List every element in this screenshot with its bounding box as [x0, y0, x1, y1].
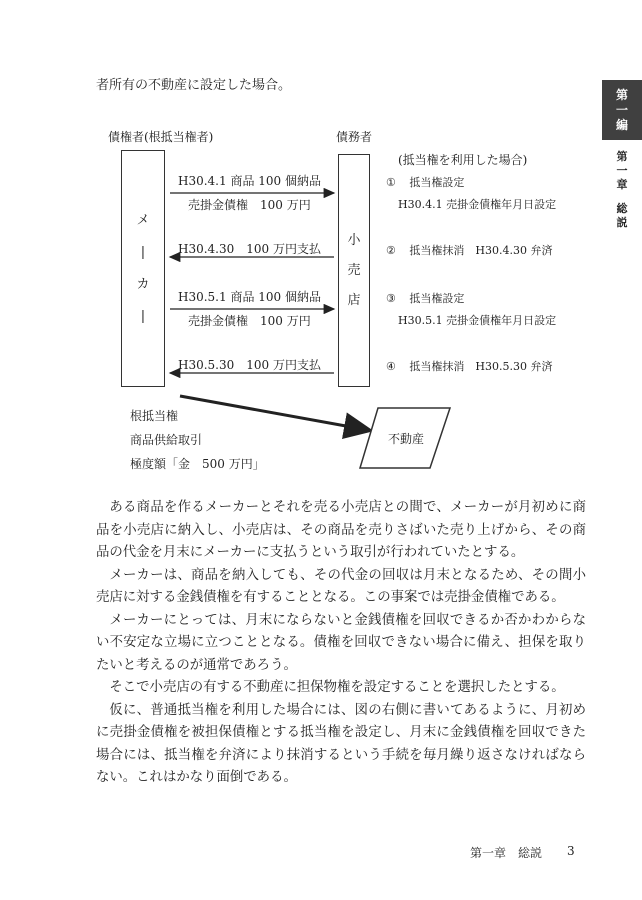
arrow-1-line1: H30.4.1 商品 100 個納品: [178, 174, 321, 188]
part-tab-char: 一: [615, 102, 628, 117]
paragraph: メーカーは、商品を納入しても、その代金の回収は月末となるため、その間小売店に対する金銭債権を有することとなる。この事案では売掛金債権である。: [96, 567, 586, 605]
step-number: ④: [386, 360, 396, 373]
step-text: 抵当権抹消 H30.5.30 弁済: [409, 360, 553, 373]
nemortgage-line: 極度額「金 500 万円」: [130, 457, 265, 471]
arrow-3-line1: H30.5.1 商品 100 個納品: [178, 290, 321, 304]
nemortgage-block: [130, 404, 265, 476]
maker-char: |: [140, 244, 146, 260]
paragraph: ある商品を作るメーカーとそれを売る小売店との間で、メーカーが月初めに商品を小売店に納入し、小売店は、その商品を売りさばいた売り上げから、その商品の代金を月末にメーカーに支払うという取引が行われていたとする。: [96, 500, 586, 560]
chapter-tab-char: 章: [616, 178, 628, 191]
step-1: [386, 174, 464, 190]
body-text: [96, 497, 586, 790]
footer-chapter: 第一章 総説: [470, 846, 543, 860]
property-label: 不動産: [388, 432, 425, 446]
step-number: ②: [386, 244, 396, 257]
step-4: [386, 358, 552, 374]
chapter-tab-char: 第: [616, 150, 628, 163]
step-number: ①: [386, 176, 396, 189]
chapter-tab-char: 総: [616, 202, 628, 215]
step-2: [386, 242, 552, 258]
step-3: [386, 290, 464, 306]
case-label: (抵当権を利用した場合): [398, 153, 528, 167]
page-number: 3: [567, 844, 575, 858]
retailer-char: 小: [347, 232, 361, 248]
paragraph: 仮に、普通抵当権を利用した場合には、図の右側に書いてあるように、月初めに売掛金債権を被担保債権とする抵当権を設定し、月末に金銭債権を回収できた場合には、抵当権を弁済により抹消するという手続を毎月繰り返さなければならない。これはかなり面倒である。: [96, 702, 586, 785]
debtor-label: 債務者: [336, 130, 373, 144]
paragraph: メーカーにとっては、月末にならないと金銭債権を回収できるか否かわからない不安定な立場に立つこととなる。債権を回収できない場合に備え、担保を取りたいと考えるのが通常であろう。: [96, 612, 586, 673]
arrow-1-line2: 売掛金債権 100 万円: [188, 198, 311, 212]
step-text: 抵当権設定: [409, 176, 465, 189]
maker-char: |: [140, 308, 146, 324]
part-tab-char: 編: [615, 117, 628, 132]
arrow-3-line2: 売掛金債権 100 万円: [188, 314, 311, 328]
arrow-2-line1: H30.4.30 100 万円支払: [178, 242, 321, 256]
step-1-sub: H30.4.1 売掛金債権年月日設定: [398, 198, 557, 211]
maker-char: メ: [136, 212, 150, 228]
step-3-sub: H30.5.1 売掛金債権年月日設定: [398, 314, 557, 327]
arrow-4-line1: H30.5.30 100 万円支払: [178, 358, 321, 372]
retailer-char: 店: [347, 292, 361, 308]
nemortgage-line: 商品供給取引: [130, 433, 203, 447]
step-text: 抵当権抹消 H30.4.30 弁済: [409, 244, 553, 257]
step-text: 抵当権設定: [409, 292, 465, 305]
nemortgage-line: 根抵当権: [130, 409, 179, 423]
chapter-tab-char: 説: [616, 216, 628, 229]
step-number: ③: [386, 292, 396, 305]
intro-line: 者所有の不動産に設定した場合。: [96, 78, 292, 93]
retailer-char: 売: [347, 262, 361, 278]
chapter-tab-char: 一: [616, 164, 628, 177]
part-tab-char: 第: [615, 87, 628, 102]
creditor-label: 債権者(根抵当権者): [108, 130, 214, 144]
maker-char: カ: [136, 276, 150, 292]
paragraph: そこで小売店の有する不動産に担保物権を設定することを選択したとする。: [109, 680, 565, 695]
